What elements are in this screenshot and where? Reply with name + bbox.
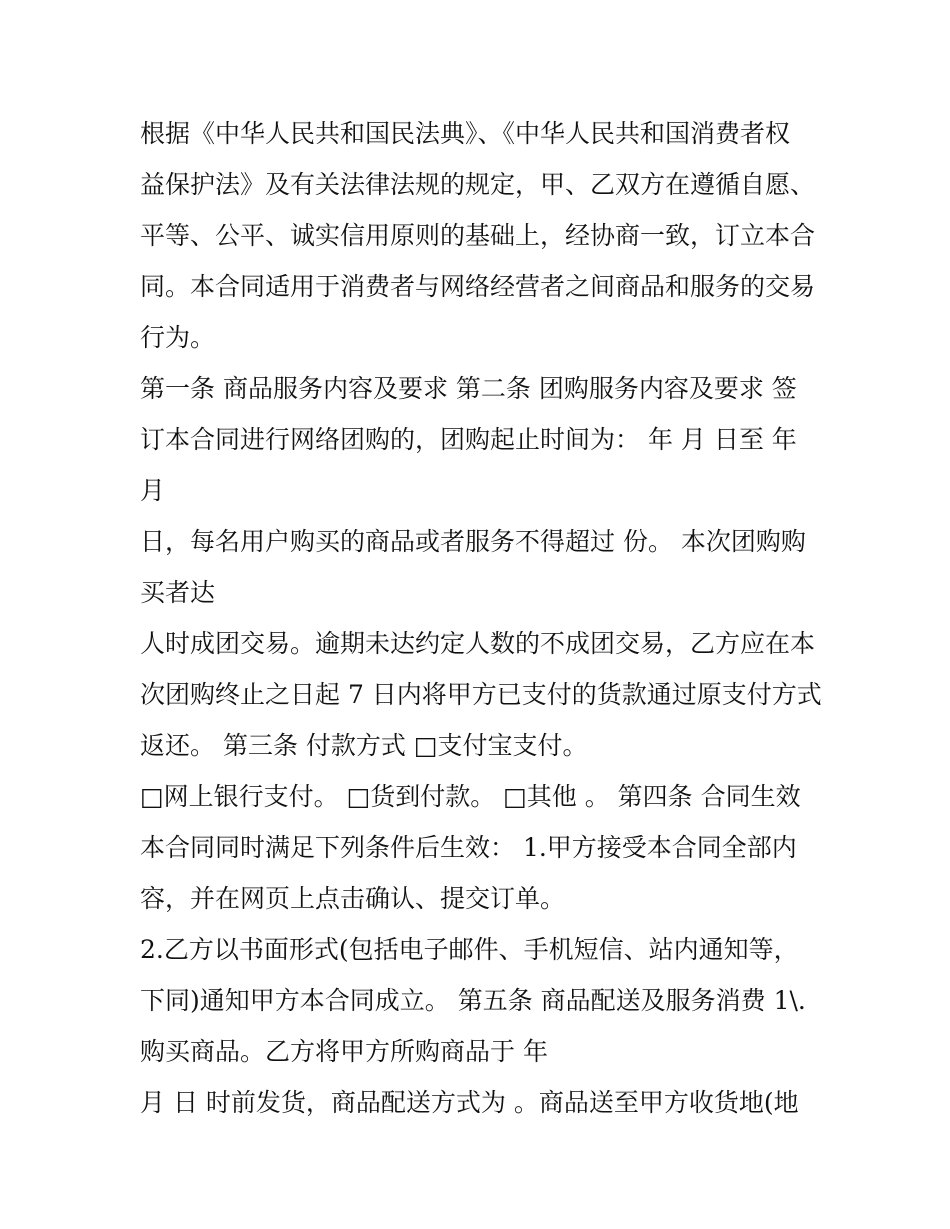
text-line: 同。本合同适用于消费者与网络经营者之间商品和服务的交易 — [140, 272, 816, 301]
text-line: 2.乙方以书面形式(包括电子邮件、手机短信、站内通知等， — [140, 935, 799, 964]
text-line: 益保护法》及有关法律法规的规定，甲、乙双方在遵循自愿、 — [140, 170, 816, 199]
text-line: 下同)通知甲方本合同成立。 第五条 商品配送及服务消费 1\. — [140, 986, 806, 1015]
text-line: □网上银行支付。 □货到付款。 □其他 。 第四条 合同生效 — [140, 782, 801, 811]
text-line: 平等、公平、诚实信用原则的基础上，经协商一致，订立本合 — [140, 221, 816, 250]
text-line: 本合同同时满足下列条件后生效： 1.甲方接受本合同全部内 — [140, 833, 797, 862]
text-line: 月 日 时前发货，商品配送方式为 。商品送至甲方收货地(地 — [140, 1088, 799, 1117]
text-line: 人时成团交易。逾期未达约定人数的不成团交易，乙方应在本 — [140, 629, 816, 658]
contract-text — [140, 108, 830, 1128]
text-line: 行为。 — [140, 323, 216, 352]
text-line: 容，并在网页上点击确认、提交订单。 — [140, 884, 566, 913]
text-line: 第一条 商品服务内容及要求 第二条 团购服务内容及要求 签 — [140, 374, 797, 403]
text-line: 次团购终止之日起 7 日内将甲方已支付的货款通过原支付方式 — [140, 680, 822, 709]
text-line: 日，每名用户购买的商品或者服务不得超过 份。 本次团购购 — [140, 527, 806, 556]
text-line: 月 — [140, 476, 166, 505]
text-line: 根据《中华人民共和国民法典》、《中华人民共和国消费者权 — [140, 119, 791, 148]
text-line: 返还。 第三条 付款方式 □支付宝支付。 — [140, 731, 588, 760]
text-line: 订本合同进行网络团购的，团购起止时间为： 年 月 日至 年 — [140, 425, 797, 454]
text-line: 买者达 — [140, 578, 216, 607]
text-line: 购买商品。乙方将甲方所购商品于 年 — [140, 1037, 548, 1066]
